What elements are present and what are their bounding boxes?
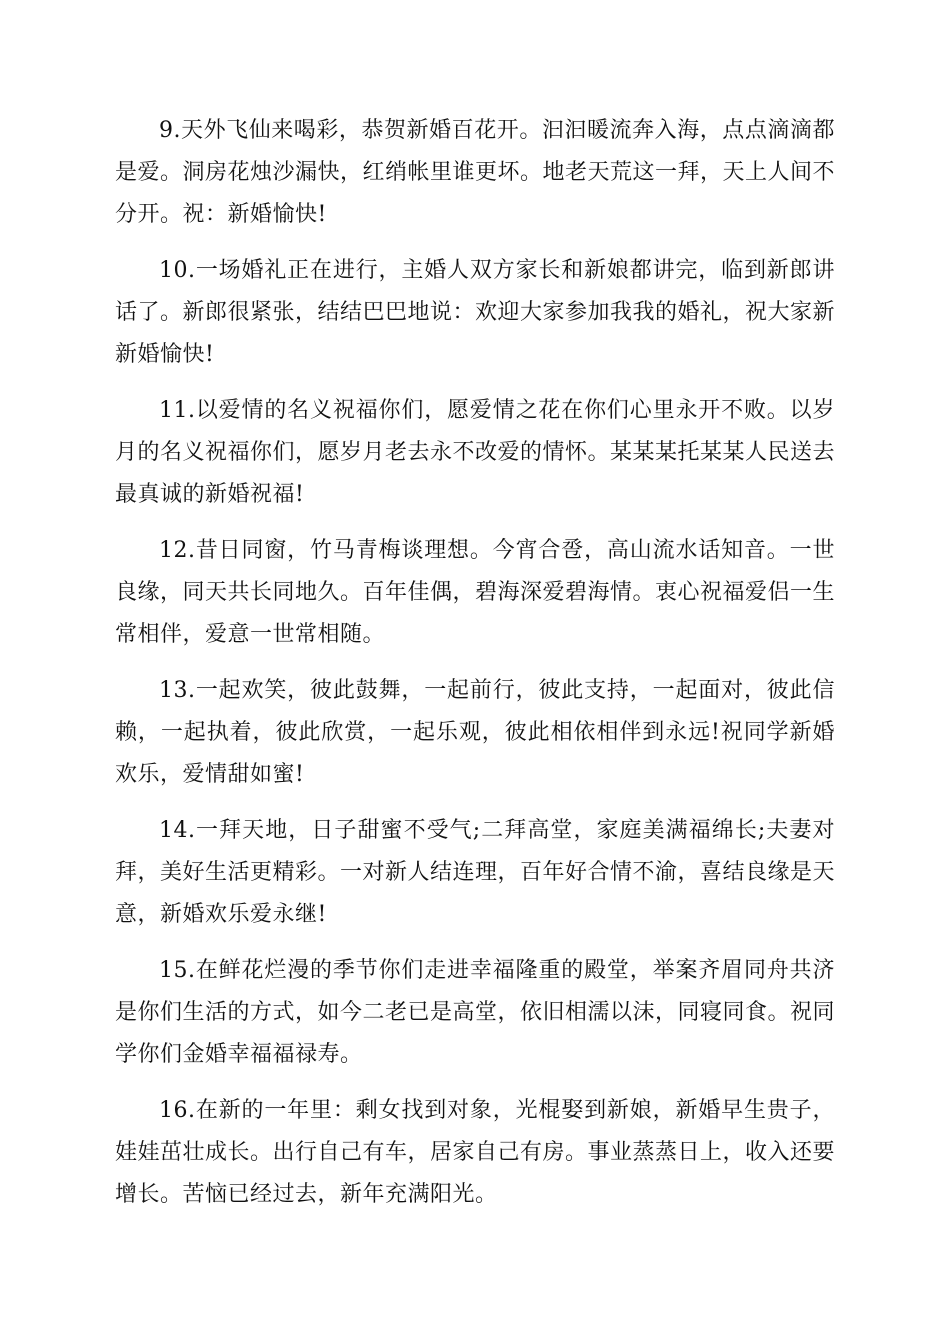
blessing-paragraph-11: 11.以爱情的名义祝福你们，愿爱情之花在你们心里永开不败。以岁月的名义祝福你们，愿岁月老去永不改爱的情怀。某某某托某某人民送去最真诚的新婚祝福! — [115, 398, 836, 507]
blessing-paragraph-10: 10.一场婚礼正在进行，主婚人双方家长和新娘都讲完，临到新郎讲话了。新郎很紧张，结结巴巴地说：欢迎大家参加我我的婚礼，祝大家新新婚愉快! — [115, 258, 836, 367]
blessing-paragraph-9: 9.天外飞仙来喝彩，恭贺新婚百花开。汩汩暖流奔入海，点点滴滴都是爱。洞房花烛沙漏快，红绡帐里谁更坏。地老天荒这一拜，天上人间不分开。祝：新婚愉快! — [115, 118, 836, 227]
blessing-paragraph-13: 13.一起欢笑，彼此鼓舞，一起前行，彼此支持，一起面对，彼此信赖，一起执着，彼此欣赏，一起乐观，彼此相依相伴到永远!祝同学新婚欢乐，爱情甜如蜜! — [115, 678, 835, 787]
blessing-paragraph-14: 14.一拜天地，日子甜蜜不受气;二拜高堂，家庭美满福绵长;夫妻对拜，美好生活更精彩。一对新人结连理，百年好合情不渝，喜结良缘是天意，新婚欢乐爱永继! — [115, 818, 836, 927]
document-body — [115, 110, 835, 1230]
blessing-paragraph-16: 16.在新的一年里：剩女找到对象，光棍娶到新娘，新婚早生贵子，娃娃茁壮成长。出行自己有车，居家自己有房。事业蒸蒸日上，收入还要增长。苦恼已经过去，新年充满阳光。 — [115, 1098, 836, 1207]
blessing-paragraph-12: 12.昔日同窗，竹马青梅谈理想。今宵合卺，高山流水话知音。一世良缘，同天共长同地久。百年佳偶，碧海深爱碧海情。衷心祝福爱侣一生常相伴，爱意一世常相随。 — [115, 538, 836, 647]
blessing-paragraph-15: 15.在鲜花烂漫的季节你们走进幸福隆重的殿堂，举案齐眉同舟共济是你们生活的方式，如今二老已是高堂，依旧相濡以沫，同寝同食。祝同学你们金婚幸福福禄寿。 — [115, 958, 836, 1067]
